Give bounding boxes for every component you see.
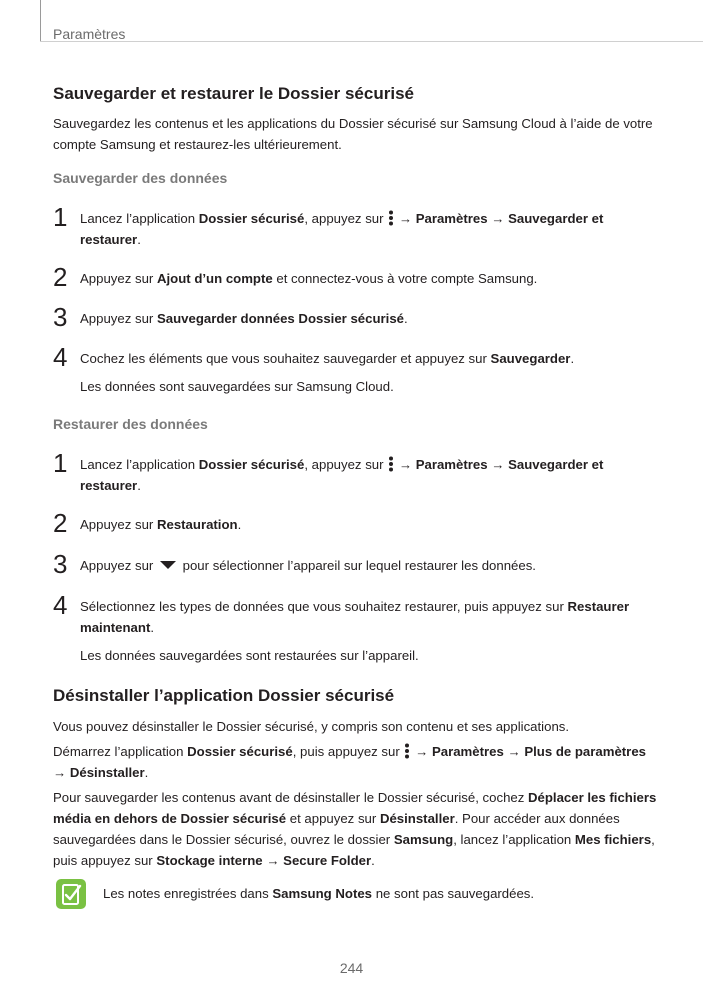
page-number: 244	[339, 960, 364, 976]
step-number: 2	[53, 262, 68, 292]
step-text: Sélectionnez les types de données que vous souhaitez restaurer, puis appuyez sur Restaurer maintenant.	[80, 599, 630, 635]
subheading-backup: Sauvegarder des données	[53, 170, 228, 186]
step-text: Cochez les éléments que vous souhaitez sauvegarder et appuyez sur Sauvegarder.	[80, 351, 575, 366]
backup-step-2	[53, 262, 653, 292]
note-check-icon	[55, 878, 87, 910]
section-intro: Sauvegardez les contenus et les applications du Dossier sécurisé sur Samsung Cloud à l’aide de votre compte Samsung et restaurez-les ultérieurement.	[53, 116, 653, 152]
dropdown-triangle-icon	[157, 559, 179, 571]
restore-step-4	[53, 590, 653, 666]
step-number: 2	[53, 508, 68, 538]
step-number: 4	[53, 590, 68, 620]
more-options-icon	[387, 456, 395, 472]
step-number: 4	[53, 342, 68, 372]
uninstall-backup-info: Pour sauvegarder les contenus avant de désinstaller le Dossier sécurisé, cochez Déplacer les fichiers média en dehors de Dossier sécurisé et appuyez sur Désinstaller. Pour accéder aux données sauvegardées dans le Dossier sécurisé, ouvrez le dossier Samsung, lancez l’application Mes fichiers, puis appuyez sur Stockage interne → Secure Folder.	[53, 790, 657, 868]
restore-step-2	[53, 508, 653, 538]
section-title-backup-restore: Sauvegarder et restaurer le Dossier sécurisé	[53, 84, 414, 103]
backup-step-1	[53, 202, 653, 250]
uninstall-intro: Vous pouvez désinstaller le Dossier sécurisé, y compris son contenu et ses applications.	[53, 719, 570, 734]
backup-step-3	[53, 302, 653, 332]
note-text: Les notes enregistrées dans Samsung Notes ne sont pas sauvegardées.	[103, 886, 535, 901]
restore-step-3	[53, 549, 653, 579]
restore-step-1	[53, 448, 653, 496]
header-rule-vertical	[40, 0, 41, 42]
step-number: 3	[53, 549, 68, 579]
step-result-note: Les données sauvegardées sont restaurées sur l’appareil.	[80, 648, 419, 663]
uninstall-instructions: Démarrez l’application Dossier sécurisé, puis appuyez sur → Paramètres → Plus de paramètres → Désinstaller.	[53, 744, 646, 780]
note-box	[53, 878, 653, 914]
step-text: Lancez l’application Dossier sécurisé, appuyez sur → Paramètres → Sauvegarder et restaurer.	[80, 457, 604, 493]
step-number: 3	[53, 302, 68, 332]
subheading-restore: Restaurer des données	[53, 416, 208, 432]
running-header: Paramètres	[53, 26, 126, 42]
step-text: Lancez l’application Dossier sécurisé, appuyez sur → Paramètres → Sauvegarder et restaurer.	[80, 211, 604, 247]
step-text: Appuyez sur Restauration.	[80, 517, 242, 532]
header-rule-horizontal	[40, 41, 703, 42]
step-text: Appuyez sur Sauvegarder données Dossier sécurisé.	[80, 311, 408, 326]
step-number: 1	[53, 448, 68, 478]
step-text: Appuyez sur Ajout d’un compte et connectez-vous à votre compte Samsung.	[80, 271, 538, 286]
more-options-icon	[387, 210, 395, 226]
step-number: 1	[53, 202, 68, 232]
step-result-note: Les données sont sauvegardées sur Samsung Cloud.	[80, 379, 394, 394]
backup-step-4	[53, 342, 653, 397]
step-text: Appuyez sur pour sélectionner l’appareil sur lequel restaurer les données.	[80, 558, 536, 573]
section-title-uninstall: Désinstaller l’application Dossier sécurisé	[53, 686, 395, 705]
